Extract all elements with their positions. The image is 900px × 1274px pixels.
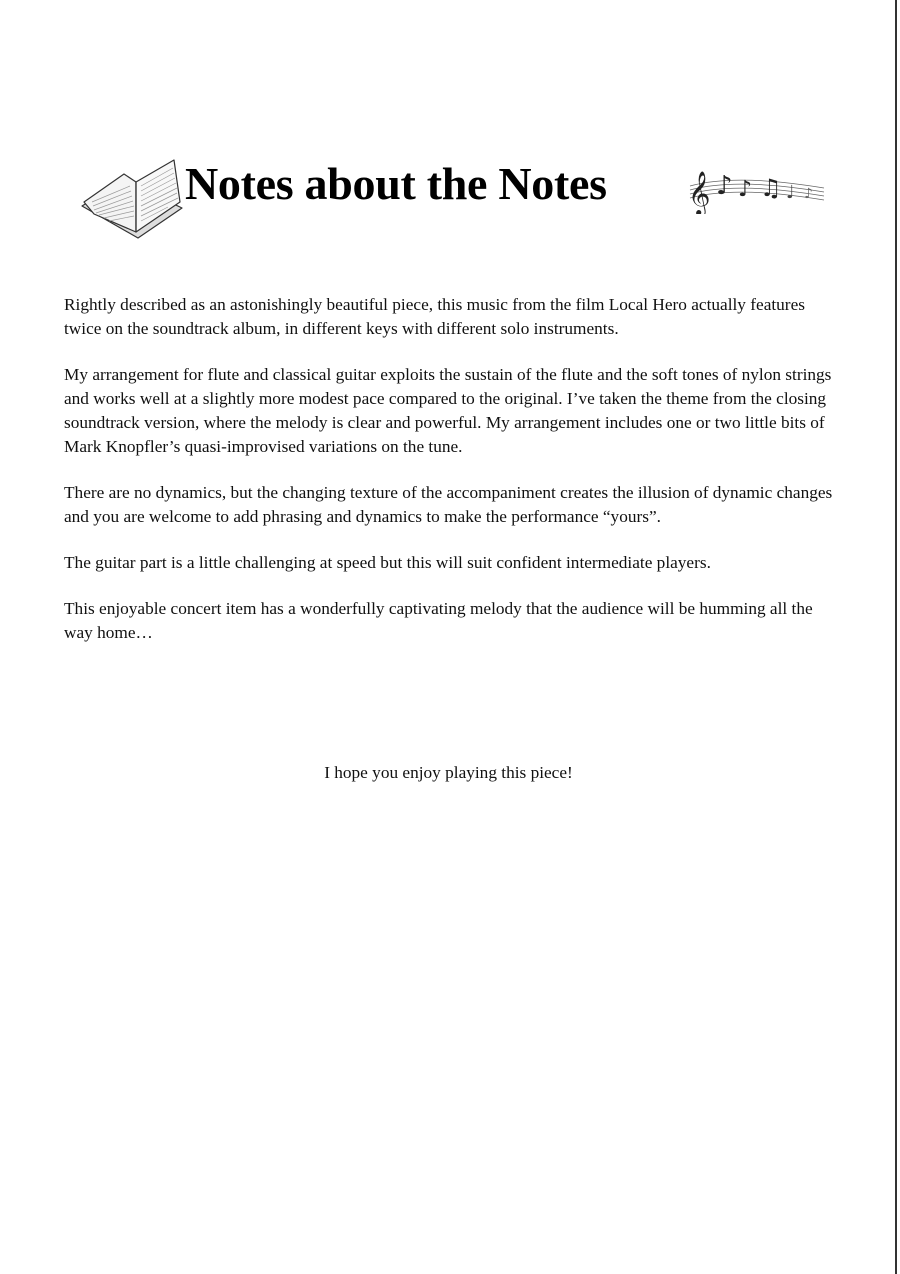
- notes-body: [64, 293, 836, 667]
- page-header: [78, 150, 838, 245]
- music-notes-icon: [686, 158, 826, 214]
- svg-text:♪: ♪: [804, 186, 813, 202]
- svg-text:𝄞: 𝄞: [688, 171, 711, 214]
- paragraph: Rightly described as an astonishingly beautiful piece, this music from the film Local Hero actually features twice on the soundtrack album, in different keys with different solo instruments.: [64, 295, 805, 338]
- svg-text:♪: ♪: [738, 177, 753, 202]
- paragraph: There are no dynamics, but the changing texture of the accompaniment creates the illusion of dynamic changes and you are welcome to add phrasing and dynamics to make the performance “yours”.: [64, 483, 833, 526]
- open-book-icon: [78, 152, 190, 240]
- svg-text:♫: ♫: [760, 174, 782, 202]
- paragraph: This enjoyable concert item has a wonderfully captivating melody that the audience will be humming all the way home…: [64, 599, 813, 642]
- svg-text:♪: ♪: [716, 171, 733, 201]
- closing-line: I hope you enjoy playing this piece!: [324, 763, 573, 782]
- paragraph: My arrangement for flute and classical guitar exploits the sustain of the flute and the soft tones of nylon strings and works well at a slightly more modest pace compared to the original. I’ve taken the theme from the closing soundtrack version, where the melody is clear and powerful. My arrangement includes one or two little bits of Mark Knopfler’s quasi-improvised variations on the tune.: [64, 365, 832, 456]
- svg-text:♩: ♩: [786, 182, 795, 203]
- page-title: Notes about the Notes: [185, 158, 607, 209]
- paragraph: The guitar part is a little challenging at speed but this will suit confident intermediate players.: [64, 553, 711, 572]
